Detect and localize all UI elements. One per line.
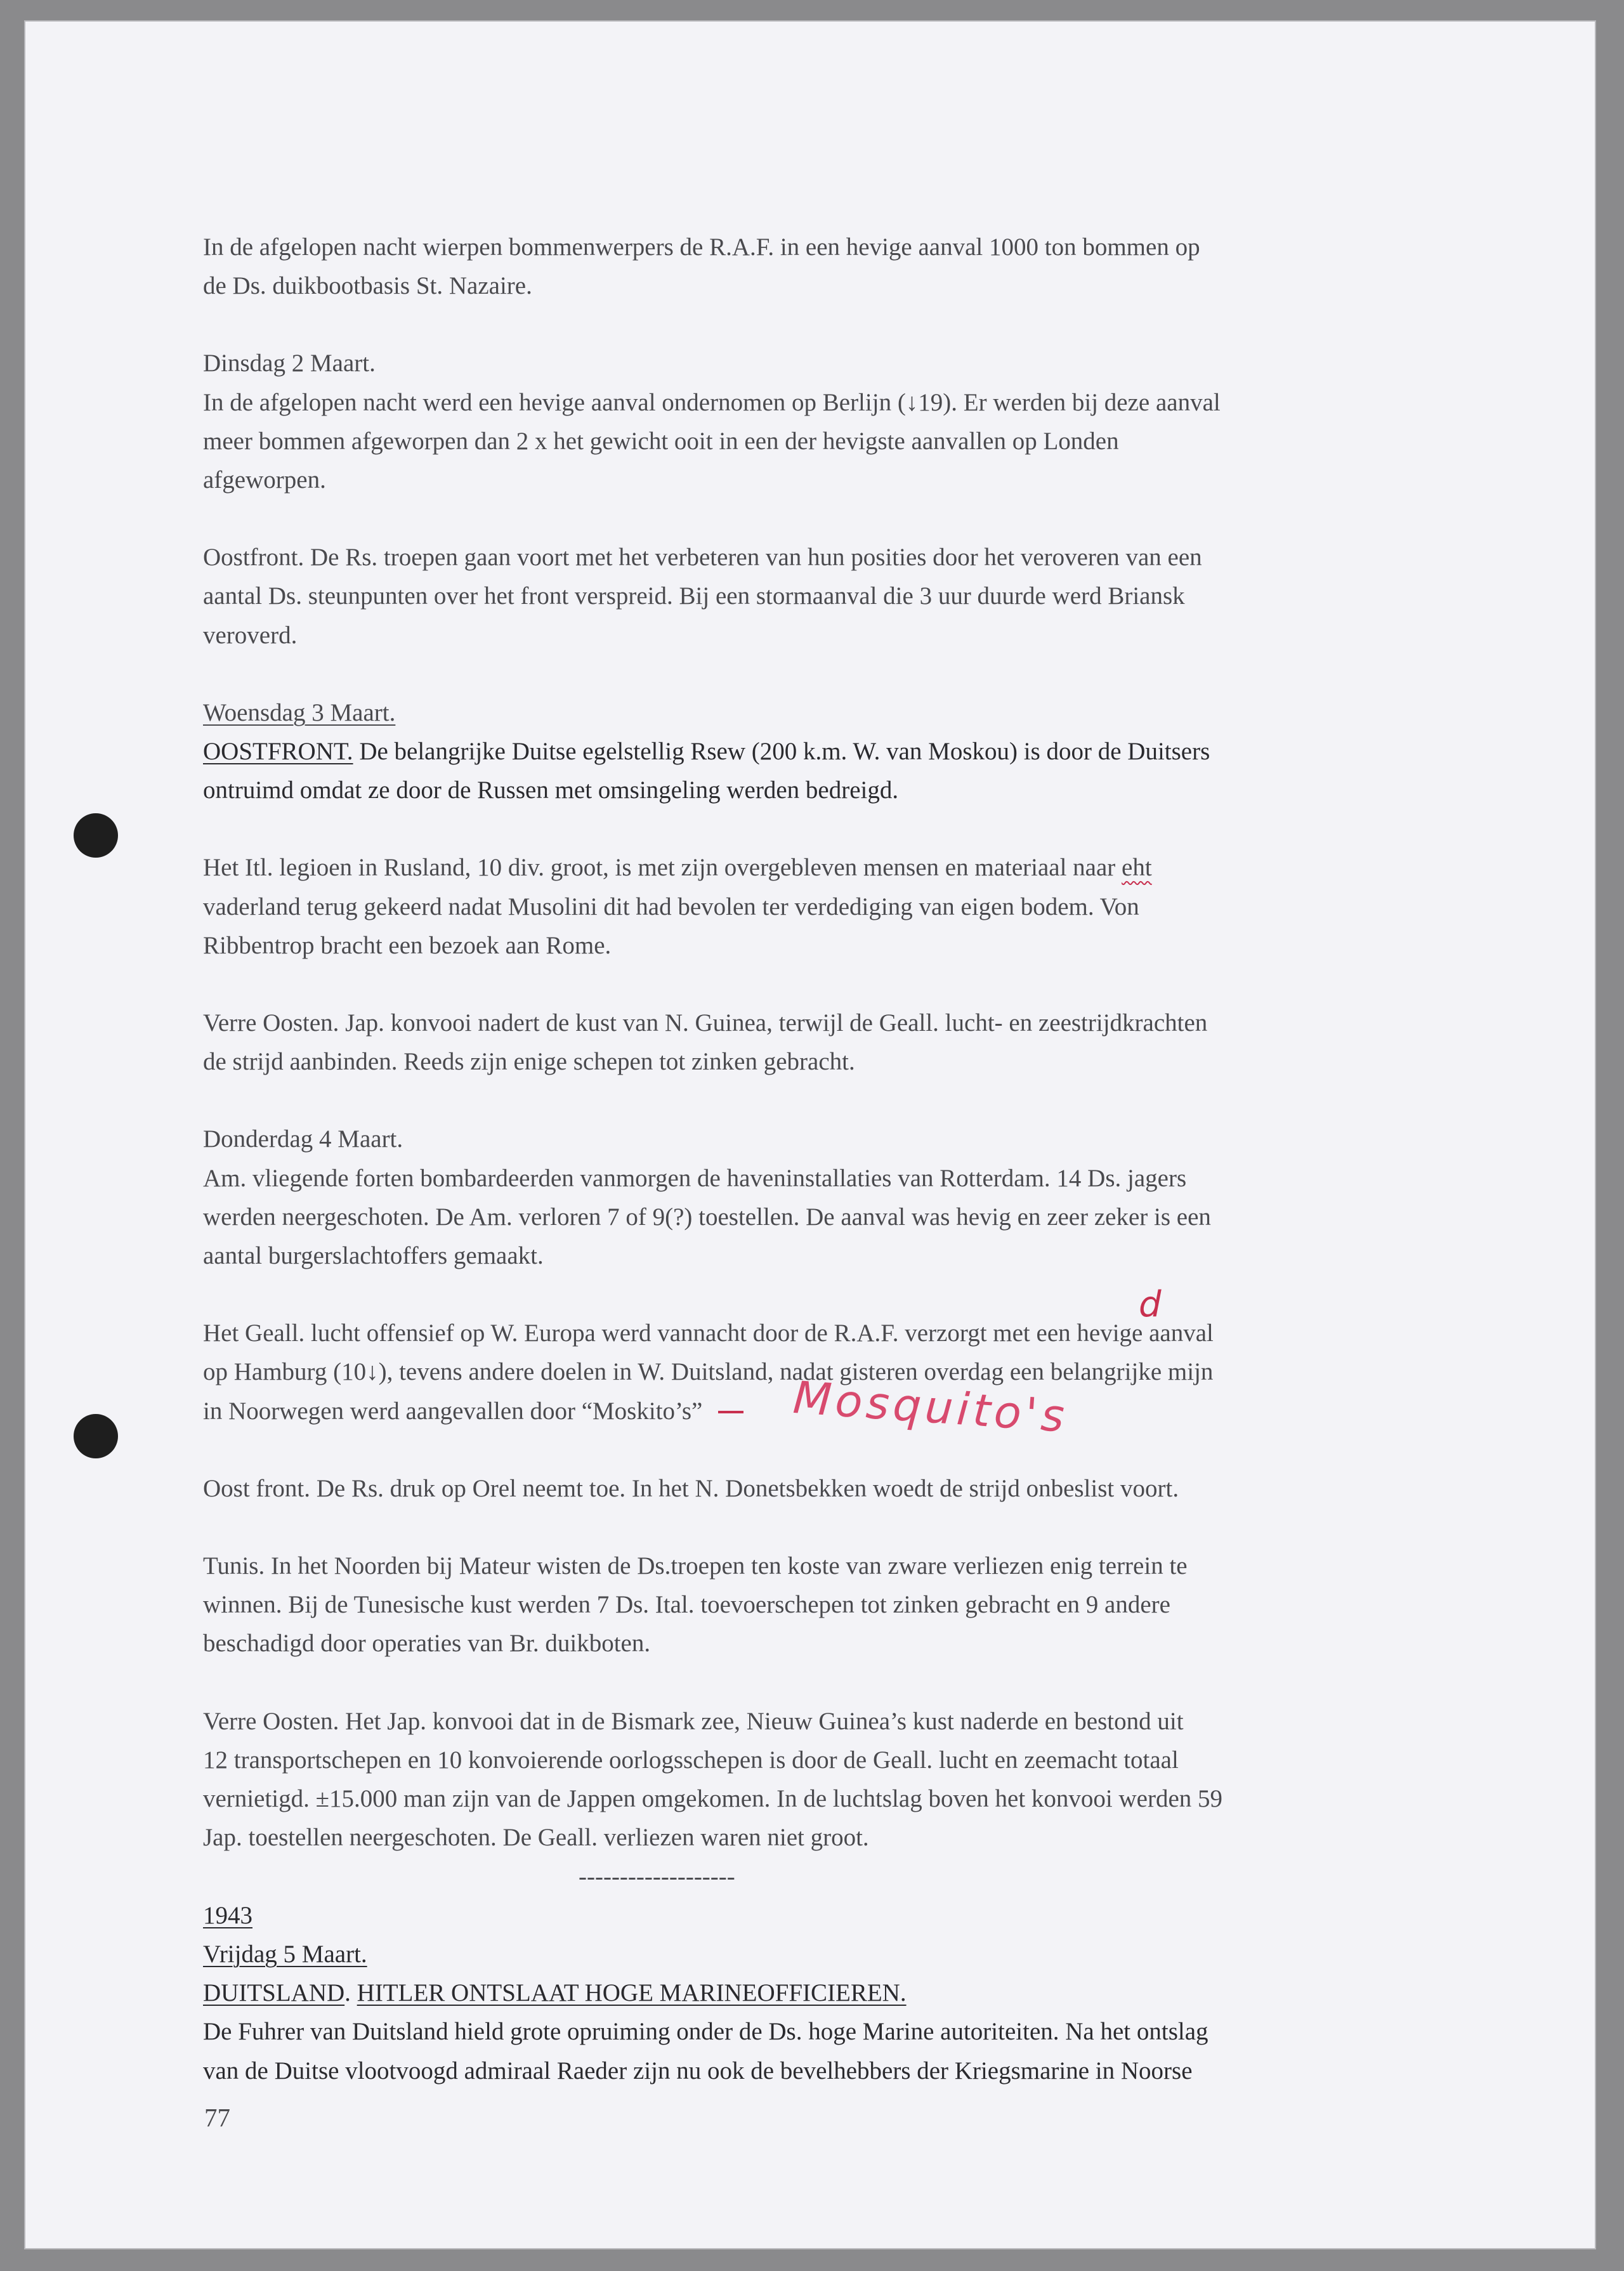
text-line: in Noorwegen werd aangevallen door “Moskito’s” (203, 1397, 703, 1425)
date-heading: Woensdag 3 Maart. (203, 698, 396, 726)
text-line: de Ds. duikbootbasis St. Nazaire. (203, 272, 532, 300)
text-line: aantal burgerslachtoffers gemaakt. (203, 1242, 544, 1270)
text-line: beschadigd door operaties van Br. duikboten. (203, 1630, 651, 1658)
marked-word: eht (1122, 854, 1152, 882)
punch-hole-bottom (74, 1414, 118, 1458)
punch-hole-top (74, 813, 118, 858)
text-line: Het Geall. lucht offensief op W. Europa werd vannacht door de R.A.F. verzorgt met een hevige aanval (203, 1319, 1214, 1347)
section-heading: OOSTFRONT. (203, 738, 353, 766)
text-line: Tunis. In het Noorden bij Mateur wisten de Ds.troepen ten koste van zware verliezen enig terrein te (203, 1552, 1188, 1580)
document-body (203, 228, 1446, 2090)
text-line: werden neergeschoten. De Am. verloren 7 of 9(?) toestellen. De aanval was hevig en zeer zeker is een (203, 1203, 1211, 1231)
document-page (25, 22, 1595, 2248)
headline: HITLER ONTSLAAT HOGE MARINEOFFICIEREN. (357, 1979, 907, 2007)
text-line: Oost front. De Rs. druk op Orel neemt toe. In het N. Donetsbekken woedt de strijd onbeslist voort. (203, 1474, 1179, 1502)
text-line: meer bommen afgeworpen dan 2 x het gewicht ooit in een der hevigste aanvallen op Londen (203, 427, 1119, 455)
text-line: veroverd. (203, 621, 298, 649)
handwritten-correction-letter: d (1139, 1284, 1162, 1325)
date-heading: Vrijdag 5 Maart. (203, 1940, 367, 1968)
text-line: De Fuhrer van Duitsland hield grote opruiming onder de Ds. hoge Marine autoriteiten. Na het ontslag (203, 2018, 1208, 2046)
text-line: afgeworpen. (203, 466, 326, 494)
text-line: In de afgelopen nacht werd een hevige aanval ondernomen op Berlijn (↓19). Er werden bij deze aanval (203, 388, 1221, 416)
text-line: Het Itl. legioen in Rusland, 10 div. groot, is met zijn overgebleven mensen en materiaal naar eht (203, 854, 1152, 882)
text-line: vaderland terug gekeerd nadat Musolini dit had bevolen ter verdediging van eigen bodem. Von (203, 893, 1139, 920)
page-number: 77 (204, 2103, 230, 2132)
text-line: Am. vliegende forten bombardeerden vanmorgen de haveninstallaties van Rotterdam. 14 Ds. jagers (203, 1164, 1187, 1192)
year-heading: 1943 (203, 1901, 252, 1929)
text-line: aantal Ds. steunpunten over het front verspreid. Bij een stormaanval die 3 uur duurde werd Briansk (203, 582, 1185, 610)
date-heading: Dinsdag 2 Maart. (203, 350, 376, 377)
text-line: In de afgelopen nacht wierpen bommenwerpers de R.A.F. in een hevige aanval 1000 ton bommen op (203, 233, 1200, 261)
text-line: Verre Oosten. Jap. konvooi nadert de kust van N. Guinea, terwijl de Geall. lucht- en zeestrijdkrachten (203, 1009, 1208, 1037)
text-line: Ribbentrop bracht een bezoek aan Rome. (203, 931, 612, 959)
text-line: van de Duitse vlootvoogd admiraal Raeder zijn nu ook de bevelhebbers der Kriegsmarine in Noorse (203, 2057, 1193, 2084)
text-line: 12 transportschepen en 10 konvoierende oorlogsschepen is door de Geall. lucht en zeemacht totaal (203, 1746, 1179, 1774)
text-line: Verre Oosten. Het Jap. konvooi dat in de Bismark zee, Nieuw Guinea’s kust naderde en bestond uit (203, 1707, 1184, 1735)
date-heading: Donderdag 4 Maart. (203, 1125, 403, 1153)
text-line: OOSTFRONT. De belangrijke Duitse egelstellig Rsew (200 k.m. W. van Moskou) is door de Duitsers (203, 738, 1210, 766)
section-divider: ------------------- (579, 1862, 735, 1890)
text-line: op Hamburg (10↓), tevens andere doelen in W. Duitsland, nadat gisteren overdag een belangrijke mijn (203, 1358, 1214, 1386)
text-line: ontruimd omdat ze door de Russen met omsingeling werden bedreigd. (203, 776, 899, 804)
section-heading: DUITSLAND (203, 1979, 345, 2007)
handwritten-correction: Mosquito's (791, 1371, 1070, 1443)
text-line: Jap. toestellen neergeschoten. De Geall. verliezen waren niet groot. (203, 1824, 869, 1852)
text-line: vernietigd. ±15.000 man zijn van de Jappen omgekomen. In de luchtslag boven het konvooi werden 59 (203, 1785, 1223, 1813)
text-line: winnen. Bij de Tunesische kust werden 7 Ds. Ital. toevoerschepen tot zinken gebracht en 9 andere (203, 1591, 1170, 1619)
text-line: DUITSLAND. HITLER ONTSLAAT HOGE MARINEOFFICIEREN. (203, 1979, 907, 2007)
text-line: de strijd aanbinden. Reeds zijn enige schepen tot zinken gebracht. (203, 1048, 855, 1076)
handwritten-underline-mark (718, 1411, 743, 1413)
text-line: Oostfront. De Rs. troepen gaan voort met het verbeteren van hun posities door het veroveren van een (203, 544, 1202, 572)
